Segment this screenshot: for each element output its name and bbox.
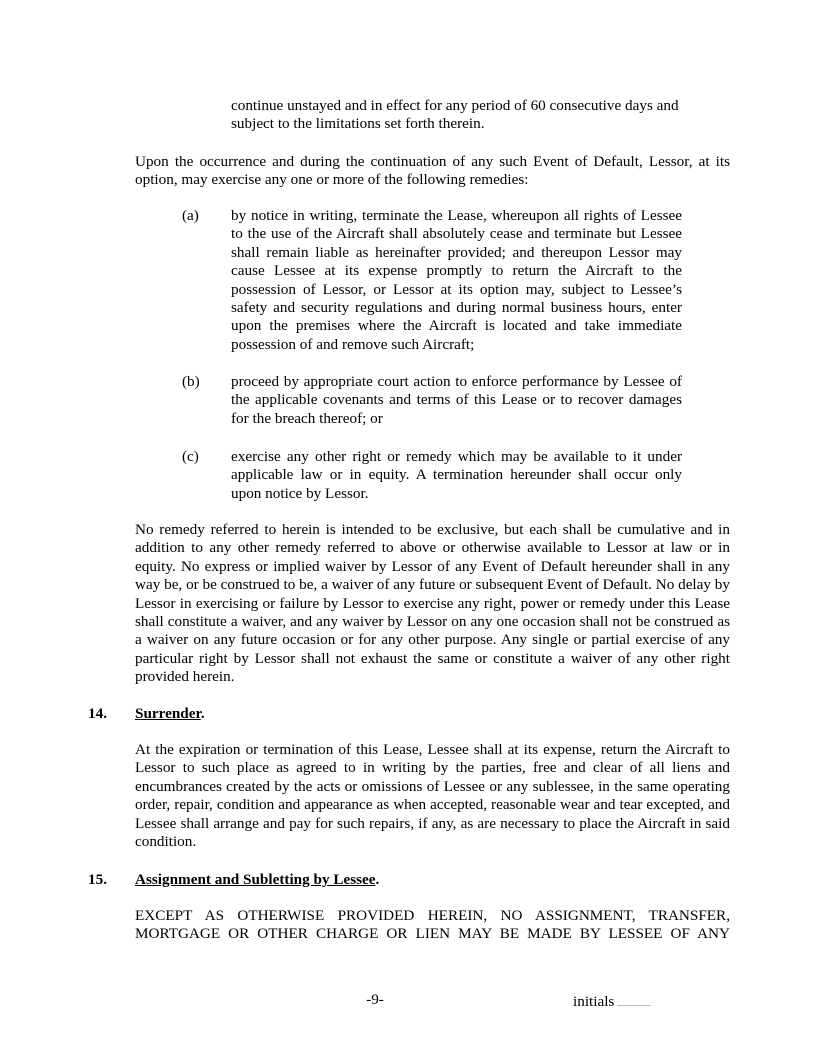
page-number: -9- xyxy=(366,991,384,1008)
section-number: 15. xyxy=(88,871,107,888)
remedy-marker: (c) xyxy=(182,448,199,465)
initials-field xyxy=(573,991,651,1011)
initials-blank-line xyxy=(617,991,651,1006)
remedy-marker: (b) xyxy=(182,373,200,390)
remedy-text: proceed by appropriate court action to enforce performance by Lessee of the applicable covenants and terms of this Lease or to recover damages for the breach thereof; or xyxy=(231,373,682,427)
section-number: 14. xyxy=(88,705,107,722)
section-title-suffix: . xyxy=(375,871,380,888)
initials-label: initials xyxy=(573,993,615,1010)
section-title-text: Assignment and Subletting by Lessee xyxy=(135,871,376,888)
surrender-paragraph: At the expiration or termination of this Lease, Lessee shall at its expense, return the Aircraft to Lessor to such place as agreed to in writing by the parties, free and clear of all liens and encumbrances created by the acts or omissions of Lessee or any sublessee, in the same operating order, repair, condition and appearance as when accepted, reasonable wear and tear excepted, and Lessee shall arrange and pay for such repairs, if any, as are necessary to place the Aircraft in said condition. xyxy=(135,741,730,851)
remedy-text: exercise any other right or remedy which may be available to it under applicable law or in equity. A termination hereunder shall occur only upon notice by Lessor. xyxy=(231,448,682,502)
assignment-paragraph: EXCEPT AS OTHERWISE PROVIDED HEREIN, NO ASSIGNMENT, TRANSFER, MORTGAGE OR OTHER CHARGE OR LIEN MAY BE MADE BY LESSEE OF ANY xyxy=(135,907,730,943)
section-title-suffix: . xyxy=(200,705,205,722)
continuation-paragraph: continue unstayed and in effect for any period of 60 consecutive days and subject to the limitations set forth therein. xyxy=(231,97,679,133)
section-title-text: Surrender xyxy=(135,705,201,722)
no-remedy-paragraph: No remedy referred to herein is intended to be exclusive, but each shall be cumulative and in addition to any other remedy referred to above or otherwise available to Lessor at law or in equity. No express or implied waiver by Lessor of any Event of Default hereunder shall in any way be, or be construed to be, a waiver of any future or subsequent Event of Default. No delay by Lessor in exercising or failure by Lessor to exercise any right, power or remedy under this Lease shall constitute a waiver, and any waiver by Lessor on any one occasion shall not be construed as a waiver on any future occasion or for any other purpose. Any single or partial exercise of any particular right by Lessor shall not exhaust the same or constitute a waiver of any other right provided herein. xyxy=(135,521,730,686)
section-title xyxy=(135,871,379,889)
remedy-marker: (a) xyxy=(182,207,199,224)
remedy-text: by notice in writing, terminate the Lease, whereupon all rights of Lessee to the use of the Aircraft shall absolutely cease and terminate but Lessee shall remain liable as hereinafter provided; and thereupon Lessor may cause Lessee at its expense promptly to return the Aircraft to the possession of Lessor, or Lessor at its option may, subject to Lessee’s safety and security regulations and during normal business hours, enter upon the premises where the Aircraft is located and take immediate possession of and remove such Aircraft; xyxy=(231,207,682,353)
section-title xyxy=(135,705,205,723)
remedies-intro-paragraph: Upon the occurrence and during the continuation of any such Event of Default, Lessor, at its option, may exercise any one or more of the following remedies: xyxy=(135,153,730,189)
